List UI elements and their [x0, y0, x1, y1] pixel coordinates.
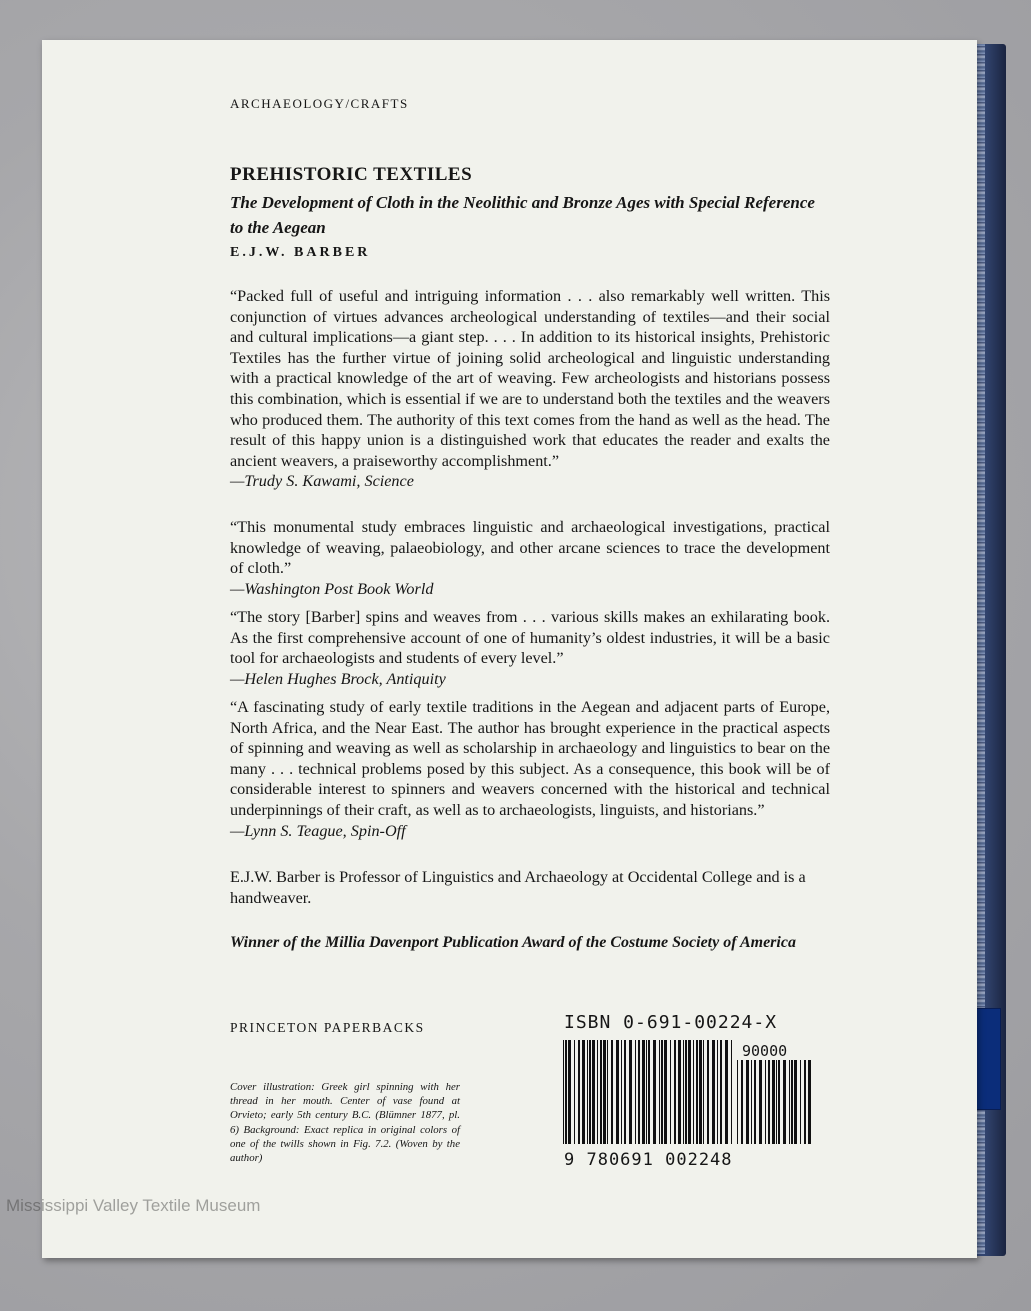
- barcode-bar: [725, 1040, 728, 1144]
- barcode-bar: [737, 1060, 738, 1144]
- review-quote: [230, 697, 830, 841]
- barcode-bar: [629, 1040, 632, 1144]
- barcode-bar: [670, 1040, 671, 1144]
- barcode-digits: 9 780691 002248: [564, 1150, 733, 1170]
- barcode-bar: [707, 1040, 709, 1144]
- watermark: Mississippi Valley Textile Museum: [6, 1196, 261, 1215]
- barcode-bar: [776, 1060, 777, 1144]
- barcode-bar: [703, 1040, 704, 1144]
- barcode-bar: [794, 1060, 797, 1144]
- barcode-bar: [746, 1060, 749, 1144]
- book-author: E.J.W. BARBER: [230, 245, 371, 260]
- barcode-bar: [611, 1040, 613, 1144]
- barcode-bar: [568, 1040, 571, 1144]
- back-cover: [42, 40, 977, 1258]
- barcode-bar: [696, 1040, 698, 1144]
- barcode-bar: [808, 1060, 811, 1144]
- barcode-bar: [789, 1060, 790, 1144]
- barcode-bar: [638, 1040, 640, 1144]
- quote-attribution: —Helen Hughes Brock, Antiquity: [230, 669, 446, 688]
- book-title: PREHISTORIC TEXTILES: [230, 164, 473, 185]
- isbn-label: ISBN 0-691-00224-X: [564, 1012, 778, 1033]
- series-label: PRINCETON PAPERBACKS: [230, 1020, 425, 1035]
- category-label: ARCHAEOLOGY/CRAFTS: [230, 96, 409, 111]
- quote-attribution: —Trudy S. Kawami, Science: [230, 472, 414, 491]
- barcode-bar: [731, 1040, 732, 1144]
- barcode-bar: [607, 1040, 608, 1144]
- barcode-bar: [699, 1040, 702, 1144]
- barcode-bar: [712, 1040, 715, 1144]
- barcode-bar: [678, 1040, 681, 1144]
- barcode-bar: [754, 1060, 756, 1144]
- barcode-bar: [674, 1040, 676, 1144]
- barcode-bar: [791, 1060, 793, 1144]
- barcode-bar: [772, 1060, 775, 1144]
- barcode-bar: [603, 1040, 606, 1144]
- barcode-bar: [683, 1040, 684, 1144]
- barcode-bar: [592, 1040, 595, 1144]
- barcode-bar: [646, 1040, 647, 1144]
- barcode-bar: [648, 1040, 650, 1144]
- barcode-bar: [693, 1040, 694, 1144]
- barcode-bar: [717, 1040, 718, 1144]
- quote-text: “The story [Barber] spins and weaves from . . . various skills makes an exhilarating book. As the first comprehensive account of one of humanity’s oldest industries, it will be a basic tool for archaeologists and students of every level.”: [230, 608, 830, 668]
- barcode-bar: [642, 1040, 645, 1144]
- barcode-bar: [578, 1040, 580, 1144]
- price-code: 90000: [742, 1042, 788, 1060]
- author-bio: E.J.W. Barber is Professor of Linguistics and Archaeology at Occidental College and is a handweaver.: [230, 868, 806, 907]
- quote-text: “A fascinating study of early textile traditions in the Aegean and adjacent parts of Europe, North Africa, and the Near East. The author has brought experience in the practical aspects of spinning and weaving as well as scholarship in archaeology and linguistics to bear on the many . . . technical problems posed by this subject. As a consequence, this book will be of considerable interest to spinners and weavers concerned with the historical and technical underpinnings of their craft, as well as to archaeologists, linguists, and historians.”: [230, 698, 830, 819]
- barcode-bar: [800, 1060, 801, 1144]
- barcode-bar: [685, 1040, 687, 1144]
- barcode-bar: [621, 1040, 622, 1144]
- barcode-bar: [574, 1040, 575, 1144]
- barcode-bar: [759, 1060, 762, 1144]
- quote-attribution: —Washington Post Book World: [230, 579, 434, 598]
- barcode-bar: [616, 1040, 619, 1144]
- barcode-bar: [659, 1040, 660, 1144]
- barcode-bar: [768, 1060, 770, 1144]
- review-quote: [230, 286, 830, 492]
- barcode-main: [562, 1040, 734, 1144]
- barcode-bar: [804, 1060, 806, 1144]
- barcode-bar: [635, 1040, 636, 1144]
- barcode-bar: [589, 1040, 591, 1144]
- barcode-addon: [736, 1060, 814, 1144]
- book-subtitle: The Development of Cloth in the Neolithic and Bronze Ages with Special Reference to the Aegean: [230, 193, 815, 237]
- barcode-bar: [741, 1060, 743, 1144]
- barcode-bar: [661, 1040, 663, 1144]
- barcode-bar: [664, 1040, 667, 1144]
- barcode-bar: [565, 1040, 567, 1144]
- review-quote: [230, 607, 830, 689]
- barcode-bar: [624, 1040, 626, 1144]
- barcode-bar: [720, 1040, 722, 1144]
- barcode-bar: [751, 1060, 752, 1144]
- barcode-bar: [587, 1040, 588, 1144]
- quote-attribution: —Lynn S. Teague, Spin-Off: [230, 821, 406, 840]
- review-quote: [230, 517, 830, 599]
- barcode-bar: [597, 1040, 598, 1144]
- barcode-bar: [765, 1060, 766, 1144]
- barcode-bar: [653, 1040, 656, 1144]
- barcode-bar: [778, 1060, 780, 1144]
- barcode-bar: [582, 1040, 585, 1144]
- quote-text: “Packed full of useful and intriguing information . . . also remarkably well written. This conjunction of virtues advances archeological understanding of textiles—and their social and cultural implications—a giant step. . . . In addition to its historical insights, Prehistoric Textiles has the further virtue of joining solid archeological and linguistic understanding with a practical knowledge of the art of weaving. Few archeologists and historians possess this combination, which is essential if we are to understand both the textiles and the weavers who produced them. The authority of this text comes from the hand as well as the head. The result of this happy union is a distinguished work that educates the reader and exalts the ancient weavers, a praiseworthy accomplishment.”: [230, 287, 830, 470]
- cover-caption: Cover illustration: Greek girl spinning with her thread in her mouth. Center of vase found at Orvieto; early 5th century B.C. (Blümner 1877, pl. 6) Background: Exact replica in original colors of one of the twills shown in Fig. 7.2. (Woven by the author): [230, 1081, 460, 1165]
- barcode-bar: [688, 1040, 691, 1144]
- barcode-bar: [563, 1040, 564, 1144]
- quote-text: “This monumental study embraces linguistic and archaeological investigations, practical knowledge of weaving, palaeobiology, and other arcane sciences to trace the development of cloth.”: [230, 518, 830, 578]
- barcode-bar: [600, 1040, 602, 1144]
- award-statement: Winner of the Millia Davenport Publication Award of the Costume Society of America: [230, 934, 796, 951]
- barcode-bar: [783, 1060, 786, 1144]
